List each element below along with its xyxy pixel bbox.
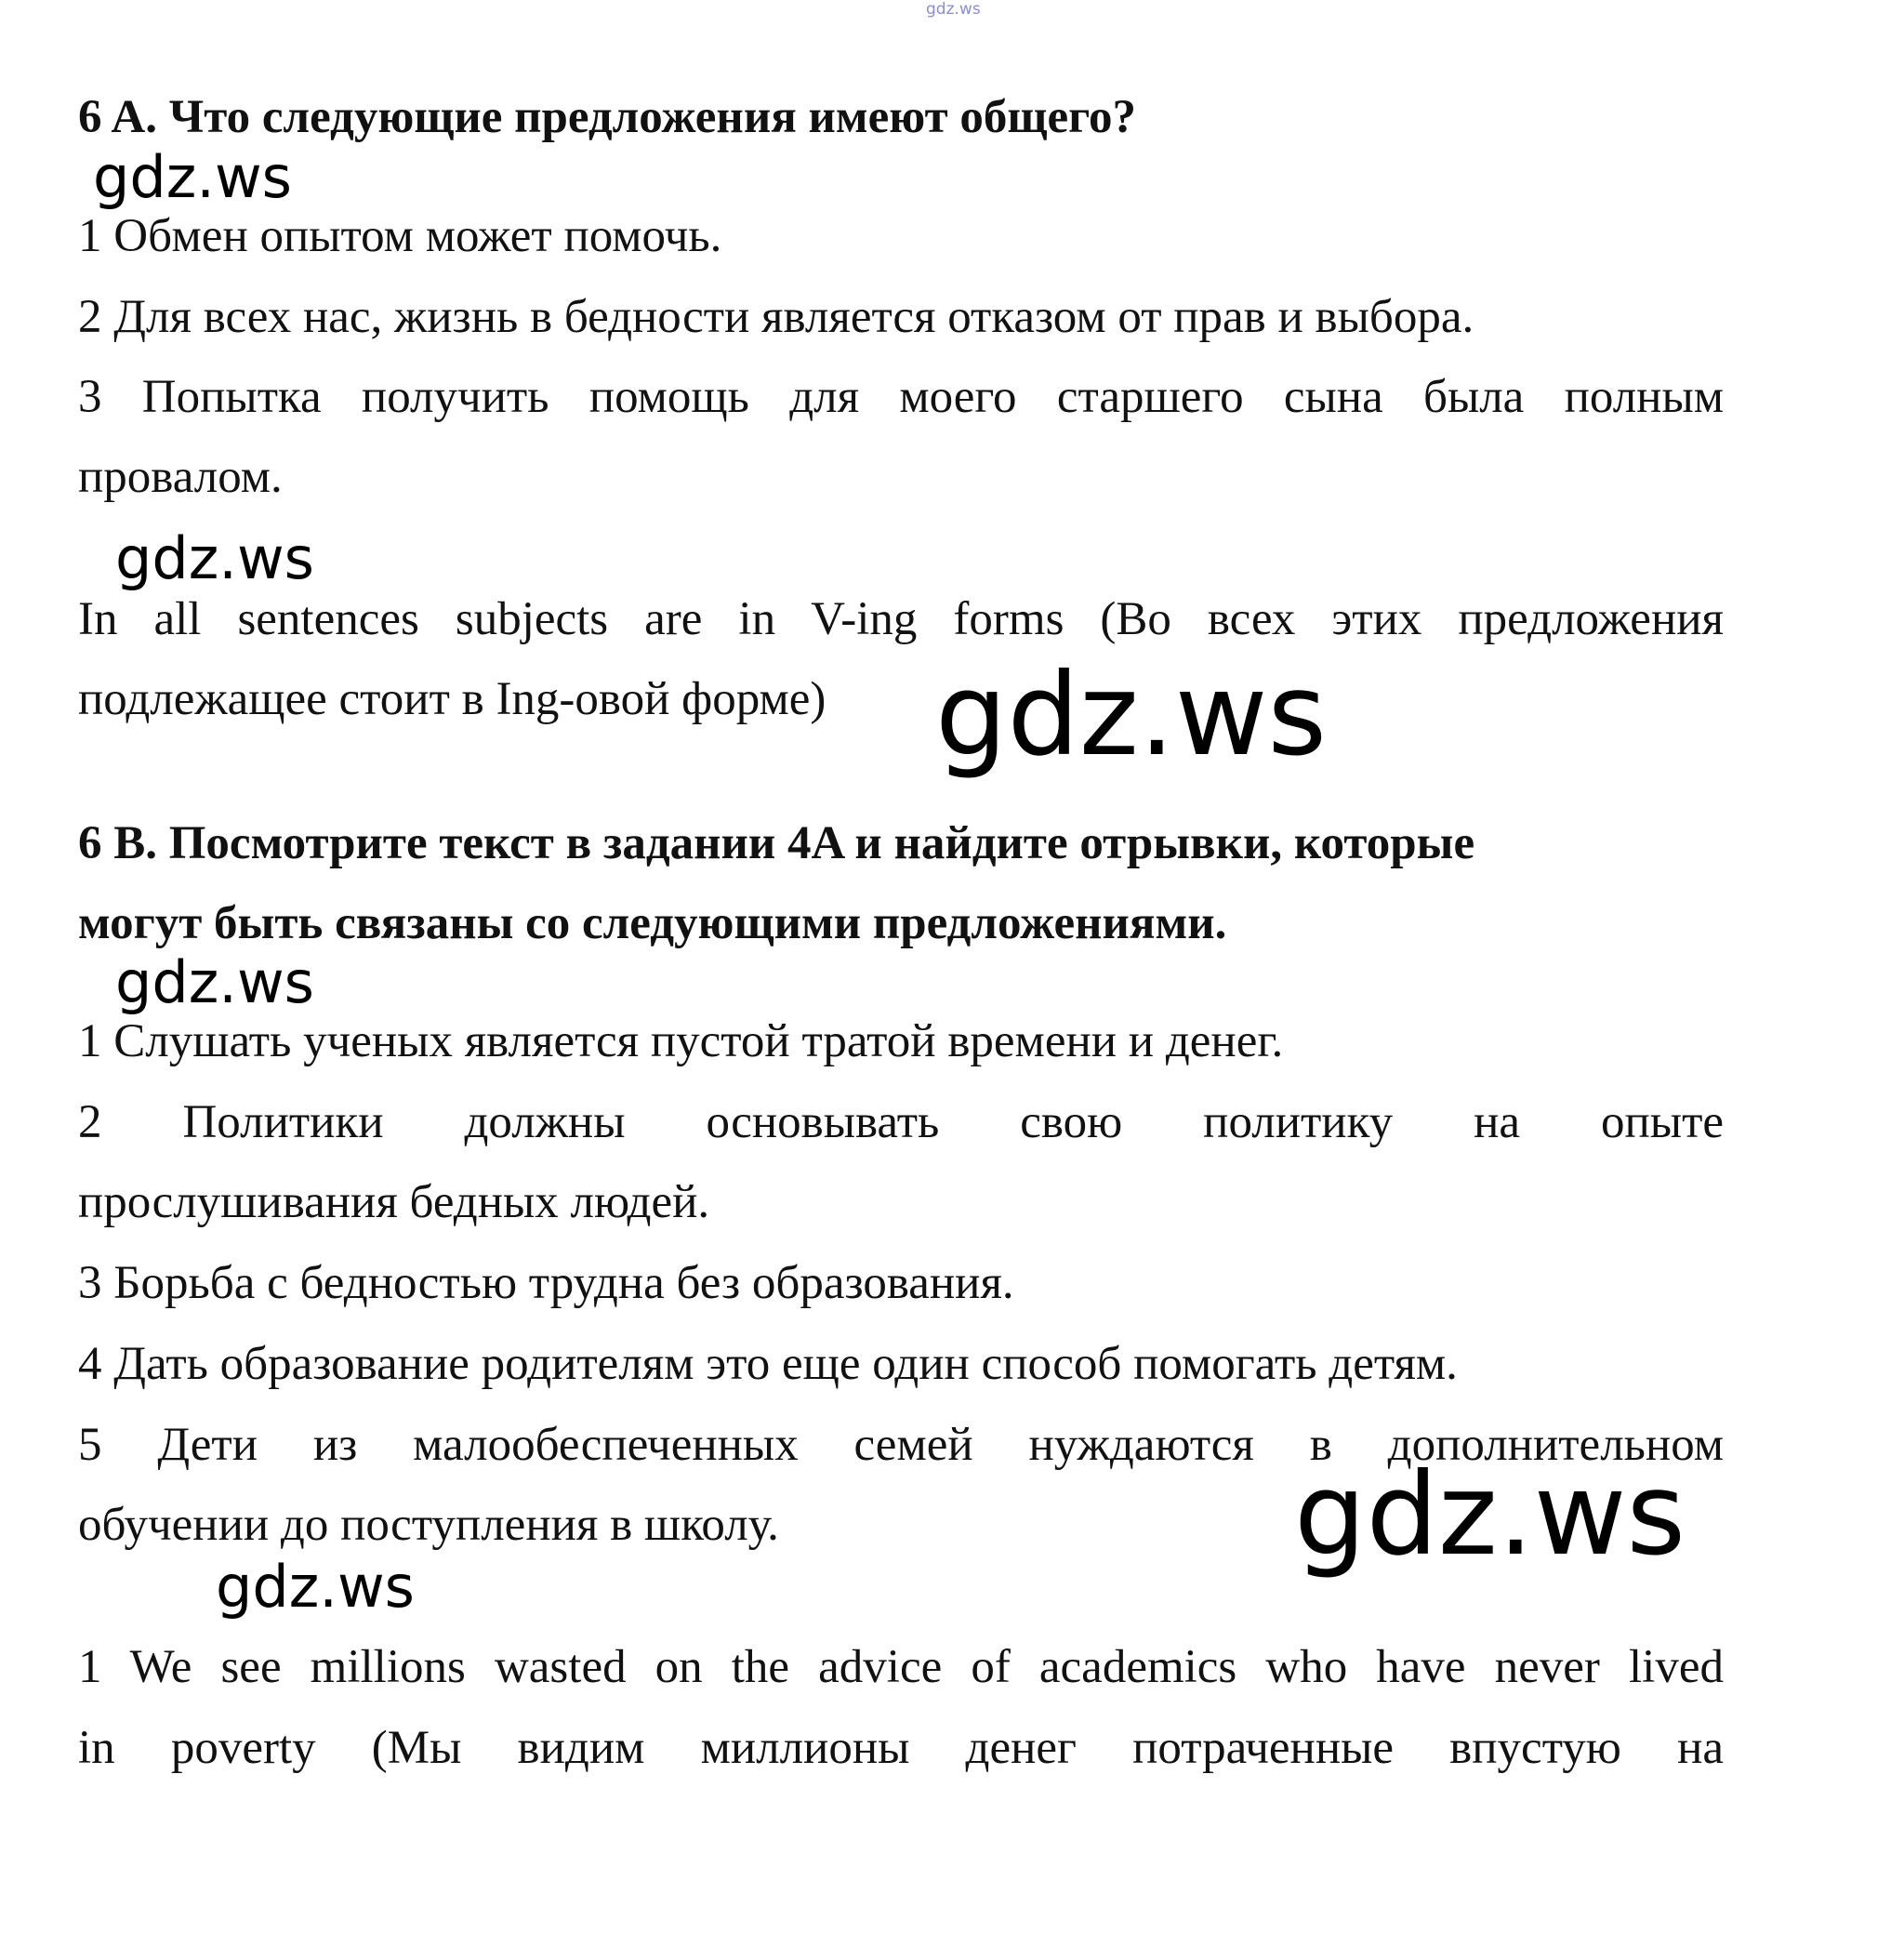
section-b-item-3: 3 Борьба с бедностью трудна без образования. <box>78 1257 1014 1309</box>
section-b-item-2-cont: прослушивания бедных людей. <box>78 1176 710 1228</box>
section-a-item-1: 1 Обмен опытом может помочь. <box>78 210 722 262</box>
watermark: gdz.ws <box>93 143 292 211</box>
watermark-top: gdz.ws <box>926 0 981 19</box>
section-a-answer-line-1: In all sentences subjects are in V-ing forms (Во всех этих предложения <box>78 593 1724 645</box>
section-b-item-5: 5 Дети из малообеспеченных семей нуждаются в дополнительном <box>78 1419 1724 1471</box>
section-a-item-2: 2 Для всех нас, жизнь в бедности является отказом от прав и выбора. <box>78 291 1474 343</box>
section-b-item-1: 1 Слушать ученых является пустой тратой времени и денег. <box>78 1015 1284 1067</box>
section-b-answer-line-2: in poverty (Мы видим миллионы денег потраченные впустую на <box>78 1722 1724 1774</box>
section-b-item-5-cont: обучении до поступления в школу. <box>78 1499 779 1551</box>
section-a-item-3-cont: провалом. <box>78 451 283 503</box>
section-b-item-4: 4 Дать образование родителям это еще один способ помогать детям. <box>78 1338 1458 1390</box>
section-a-answer-line-2: подлежащее стоит в Ing-овой форме) <box>78 673 826 725</box>
section-b-answer-line-1: 1 We see millions wasted on the advice of academics who have never lived <box>78 1641 1724 1693</box>
watermark: gdz.ws <box>216 1553 415 1621</box>
watermark: gdz.ws <box>1294 1449 1686 1581</box>
section-b-heading-line-2: могут быть связаны со следующими предложениями. <box>78 897 1227 949</box>
watermark: gdz.ws <box>115 524 314 592</box>
section-b-heading-line-1: 6 B. Посмотрите текст в задании 4A и найдите отрывки, которые <box>78 817 1475 869</box>
watermark: gdz.ws <box>115 948 314 1016</box>
watermark: gdz.ws <box>935 649 1328 781</box>
section-b-item-2: 2 Политики должны основывать свою политику на опыте <box>78 1096 1724 1148</box>
section-a-heading: 6 A. Что следующие предложения имеют общего? <box>78 91 1136 143</box>
section-a-item-3: 3 Попытка получить помощь для моего старшего сына была полным <box>78 371 1724 423</box>
